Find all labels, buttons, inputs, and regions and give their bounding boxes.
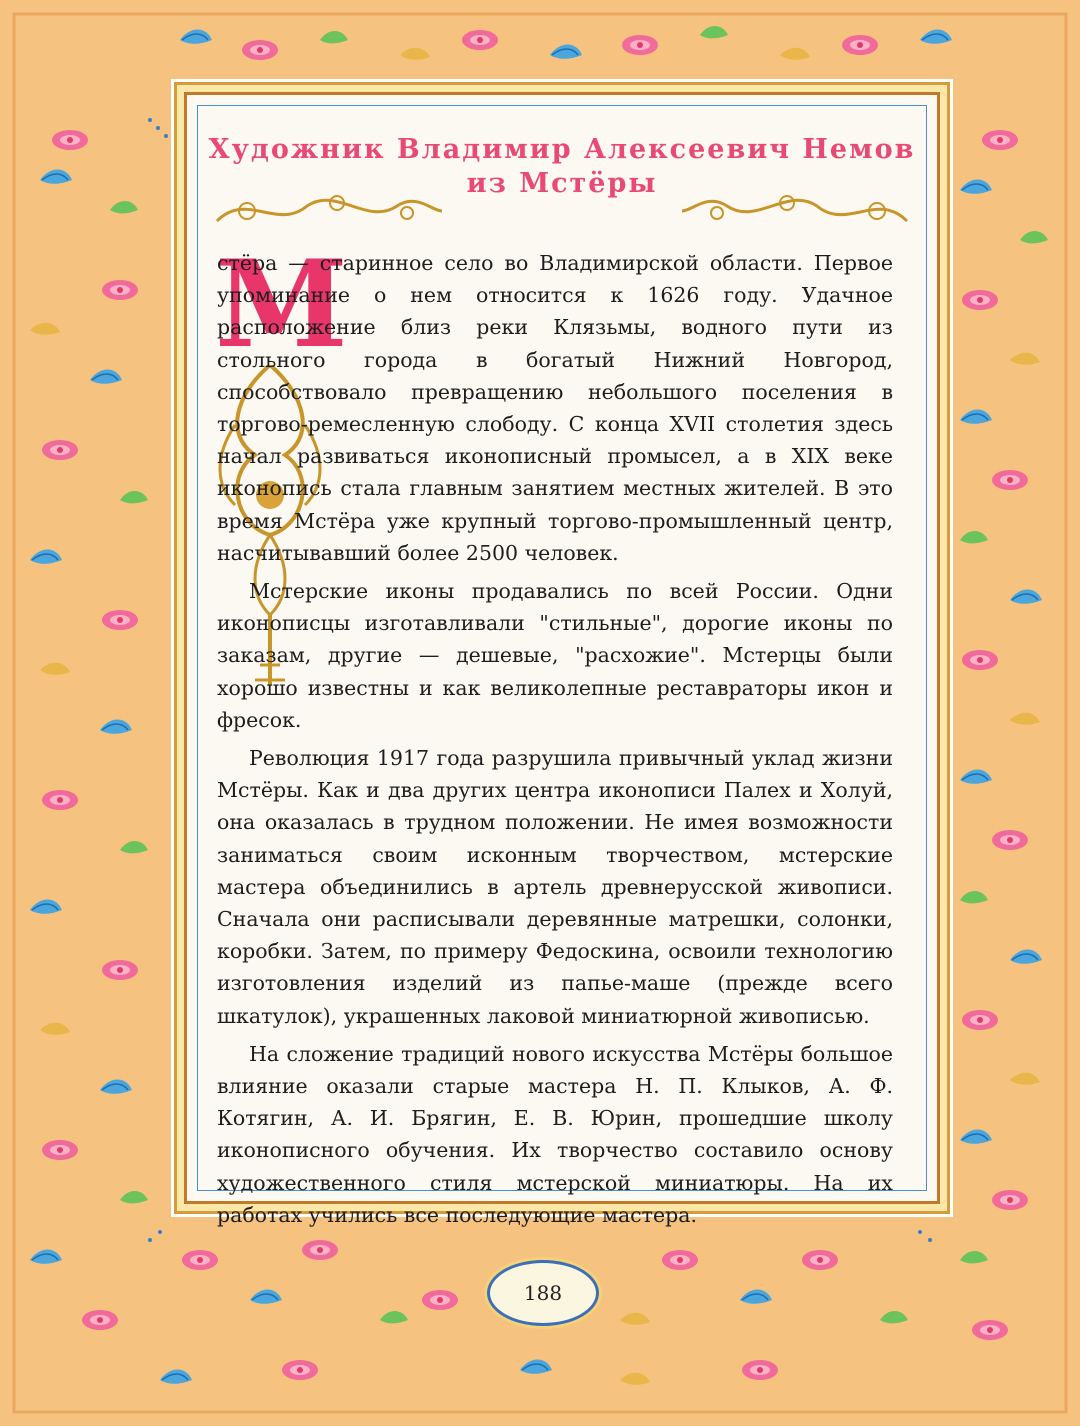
paragraph-1: стёра — старинное село во Владимирской области. Первое упоминание о нем относится к 1626 году. Удачное расположение близ реки Клязьмы, водного пути из стольного города в богатый Нижний Новгород, способствовало превращению небольшого поселения в торгово-ремесленную слободу. С конца XVII столетия здесь начал развиваться иконописный промысел, а в XIX веке иконопись стала главным занятием местных жителей. В это время Мстёра уже крупный торгово-промышленный центр, насчитывавший более 2500 человек.: [217, 251, 893, 565]
article-body: [215, 234, 893, 1237]
page-number: 188: [487, 1260, 599, 1326]
text-panel: [184, 92, 940, 1227]
paragraph-4: На сложение традиций нового искусства Мстёры большое влияние оказали старые мастера Н. П. Клыков, А. Ф. Котягин, А. И. Брягин, Е. В. Юрин, прошедшие школу иконописного обучения. Их творчество составило основу художественного стиля мстерской миниатюры. На их работах учились все последующие мастера.: [217, 1041, 893, 1227]
drop-cap-letter: М: [215, 234, 348, 375]
gold-scroll-ornament-icon: [207, 181, 447, 241]
paragraph-2: Мстерские иконы продавались по всей России. Одни иконописцы изготавливали "стильные", дорогие иконы по заказам, другие — дешевые, "расхожие". Мстерцы были хорошо известны и как великолепные реставраторы икон и фресок.: [217, 579, 893, 732]
title-line-2: из Мстёры: [466, 168, 658, 199]
title-line-1: Художник Владимир Алексеевич Немов: [208, 134, 916, 165]
gold-scroll-ornament-icon: [677, 181, 917, 241]
paragraph-3: Революция 1917 года разрушила привычный уклад жизни Мстёры. Как и два других центра иконописи Палех и Холуй, она оказалась в трудном положении. Не имея возможности заниматься своим исконным творчеством, мстерские мастера объединились в артель древнерусской живописи. Сначала они расписывали деревянные матрешки, солонки, коробки. Затем, по примеру Федоскина, освоили технологию изготовления изделий из папье-маше (прежде всего шкатулок), украшенных лаковой миниатюрной живописью.: [217, 746, 893, 1028]
